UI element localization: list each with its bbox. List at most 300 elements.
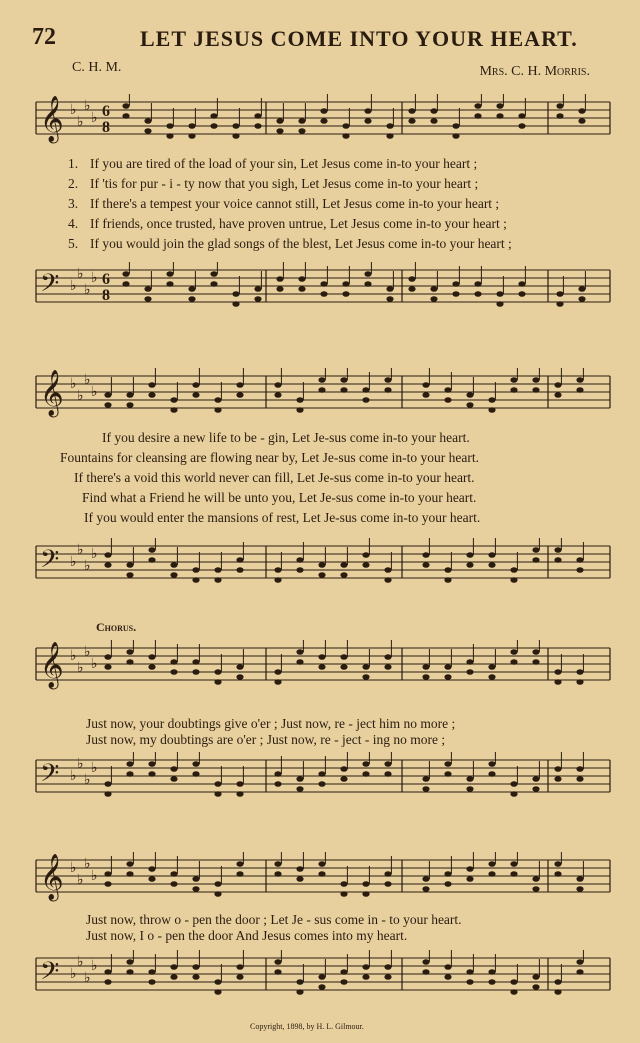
hymn-title: LET JESUS COME INTO YOUR HEART. [140,26,578,51]
note-head [274,861,281,867]
verse-number: 2. [68,176,79,191]
note-head [488,979,495,985]
note-head [444,674,451,680]
note-head [452,133,459,139]
note-head [362,881,369,887]
note-head [104,654,111,660]
note-head [488,562,495,568]
note-head [510,979,517,985]
note-head [192,659,199,665]
note-head [210,113,217,119]
flat-icon: ♭ [70,769,77,784]
note-head [466,659,473,665]
note-head [320,118,327,124]
bass-clef-icon: 𝄢 [40,759,60,794]
flat-icon: ♭ [70,103,77,118]
note-head [170,964,177,970]
note-head [274,669,281,675]
chorus-label: Chorus. [96,620,137,634]
flat-icon: ♭ [84,99,91,114]
note-head [144,296,151,302]
note-head [296,989,303,995]
treble-clef-icon: 𝄞 [40,96,64,142]
staff-lines [30,950,612,1010]
second-line-1: If you desire a new life to be - gin, Let Je-sus come in-to your heart. [102,430,470,445]
note-head [192,974,199,980]
note-head [510,577,517,583]
note-head [214,891,221,897]
note-head [254,286,261,292]
note-head [236,664,243,670]
note-head [296,557,303,563]
note-head [386,133,393,139]
note-head [188,133,195,139]
note-head [340,969,347,975]
note-head [170,659,177,665]
note-head [210,271,217,277]
note-head [510,871,517,877]
treble-clef-icon: 𝄞 [40,642,64,688]
note-head [532,876,539,882]
note-head [342,281,349,287]
verse-text: If 'tis for pur - i - ty now that you sigh, Let Jesus come in-to your heart ; [90,176,479,191]
note-head [576,959,583,965]
verse-lyrics [68,154,613,254]
note-head [232,301,239,307]
note-head [192,886,199,892]
note-head [422,674,429,680]
note-head [214,881,221,887]
note-head [170,407,177,413]
note-head [214,407,221,413]
note-head [422,562,429,568]
staff-lines [30,94,612,154]
note-head [318,654,325,660]
note-head [148,979,155,985]
note-head [362,974,369,980]
note-head [188,286,195,292]
note-head [340,881,347,887]
flat-icon: ♭ [77,389,84,404]
note-head [496,113,503,119]
bass-clef-icon: 𝄢 [40,545,60,580]
flat-icon: ♭ [84,645,91,660]
verse-line [68,214,613,234]
verse-line [68,154,613,174]
flat-icon: ♭ [77,955,84,970]
staff-lines [30,640,612,700]
note-head [422,776,429,782]
note-head [210,123,217,129]
note-head [452,291,459,297]
verse-line [68,234,613,254]
note-head [576,557,583,563]
note-head [148,382,155,388]
flat-icon: ♭ [70,279,77,294]
note-head [318,974,325,980]
flat-icon: ♭ [77,115,84,130]
note-head [466,562,473,568]
note-head [510,387,517,393]
note-head [532,387,539,393]
note-head [384,577,391,583]
note-head [532,974,539,980]
note-head [236,674,243,680]
note-head [104,871,111,877]
note-head [274,969,281,975]
note-head [236,392,243,398]
note-head [422,664,429,670]
verse-number: 1. [68,156,79,171]
note-head [192,876,199,882]
note-head [170,572,177,578]
note-head [474,103,481,109]
note-head [148,392,155,398]
note-head [236,964,243,970]
note-head [532,659,539,665]
note-head [386,286,393,292]
note-head [474,281,481,287]
note-head [488,761,495,767]
note-head [126,392,133,398]
note-head [444,761,451,767]
note-head [144,286,151,292]
note-head [510,567,517,573]
note-head [466,969,473,975]
note-head [408,286,415,292]
note-head [384,881,391,887]
note-head [576,387,583,393]
note-head [144,128,151,134]
note-head [320,281,327,287]
note-head [274,679,281,685]
note-head [148,654,155,660]
note-head [340,979,347,985]
note-head [488,674,495,680]
bass-clef-icon: 𝄢 [40,269,60,304]
note-head [488,397,495,403]
flat-icon: ♭ [70,377,77,392]
treble-clef-icon: 𝄞 [40,370,64,416]
note-head [104,969,111,975]
note-head [214,781,221,787]
note-head [488,552,495,558]
note-head [274,959,281,965]
flat-icon: ♭ [91,869,98,884]
note-head [214,679,221,685]
verse-text: If you would join the glad songs of the blest, Let Jesus come in-to your heart ; [90,236,512,251]
note-head [126,771,133,777]
note-head [274,577,281,583]
note-head [556,301,563,307]
note-head [254,123,261,129]
note-head [318,984,325,990]
note-head [362,761,369,767]
note-head [444,397,451,403]
staff-treble-3 [30,640,612,700]
note-head [444,387,451,393]
flat-icon: ♭ [84,971,91,986]
note-head [126,572,133,578]
note-head [554,871,561,877]
note-head [466,552,473,558]
note-head [532,557,539,563]
note-head [488,771,495,777]
note-head [214,791,221,797]
note-head [384,761,391,767]
note-head [274,567,281,573]
flat-icon: ♭ [84,857,91,872]
note-head [296,979,303,985]
note-head [214,397,221,403]
note-head [320,291,327,297]
flat-icon: ♭ [77,873,84,888]
note-head [296,866,303,872]
note-head [384,964,391,970]
note-head [408,276,415,282]
note-head [362,674,369,680]
note-head [578,296,585,302]
verse-text: If you are tired of the load of your sin, Let Jesus come in-to your heart ; [90,156,478,171]
note-head [430,108,437,114]
staff-lines [30,538,612,598]
note-head [556,103,563,109]
note-head [170,776,177,782]
verse-text: If there's a tempest your voice cannot still, Let Jesus come in-to your heart ; [90,196,500,211]
note-head [444,577,451,583]
note-head [466,786,473,792]
note-head [276,128,283,134]
note-head [170,669,177,675]
note-head [554,547,561,553]
note-head [340,664,347,670]
note-head [296,397,303,403]
note-head [166,133,173,139]
staff-bass-4 [30,950,612,1010]
verse-line [68,194,613,214]
flat-icon: ♭ [84,283,91,298]
note-head [148,761,155,767]
flat-icon: ♭ [91,111,98,126]
note-head [298,286,305,292]
note-head [444,567,451,573]
flat-icon: ♭ [77,661,84,676]
note-head [554,861,561,867]
note-head [318,664,325,670]
note-head [126,402,133,408]
note-head [340,572,347,578]
note-head [474,291,481,297]
note-head [466,876,473,882]
note-head [340,562,347,568]
note-head [126,959,133,965]
treble-clef-icon: 𝄞 [40,854,64,900]
note-head [422,959,429,965]
note-head [236,567,243,573]
note-head [518,291,525,297]
note-head [318,377,325,383]
note-head [466,669,473,675]
note-head [342,133,349,139]
staff-treble-1 [30,94,612,154]
note-head [126,871,133,877]
note-head [148,557,155,563]
note-head [296,659,303,665]
chorus-line-b2: Just now, I o - pen the door And Jesus comes into my heart. [86,928,408,943]
note-head [276,286,283,292]
note-head [384,974,391,980]
note-head [126,649,133,655]
note-head [126,969,133,975]
note-head [554,989,561,995]
note-head [422,392,429,398]
note-head [214,577,221,583]
note-head [576,876,583,882]
note-head [298,276,305,282]
verse-text: If friends, once trusted, have proven untrue, Let Jesus come in-to your heart ; [90,216,507,231]
note-head [104,881,111,887]
note-head [384,654,391,660]
note-head [422,969,429,975]
note-head [148,547,155,553]
flat-icon: ♭ [84,373,91,388]
note-head [532,776,539,782]
note-head [276,118,283,124]
staff-bass-2 [30,538,612,598]
second-line-5: If you would enter the mansions of rest, Let Je-sus come in-to your heart. [84,510,481,525]
note-head [532,786,539,792]
note-head [554,382,561,388]
flat-icon: ♭ [91,959,98,974]
note-head [126,761,133,767]
note-head [318,387,325,393]
note-head [554,766,561,772]
note-head [466,776,473,782]
note-head [254,113,261,119]
note-head [532,547,539,553]
note-head [214,989,221,995]
note-head [430,118,437,124]
note-head [576,776,583,782]
author-credit: Mrs. C. H. Morris. [479,64,590,79]
note-head [496,301,503,307]
note-head [422,876,429,882]
note-head [364,281,371,287]
note-head [232,291,239,297]
note-head [232,133,239,139]
note-head [444,771,451,777]
note-head [466,866,473,872]
verse-number: 4. [68,216,79,231]
staff-bass-1 [30,262,612,322]
note-head [274,781,281,787]
note-head [192,392,199,398]
copyright: Copyright, 1898, by H. L. Gilmour. [250,1022,364,1031]
note-head [122,281,129,287]
note-head [170,397,177,403]
note-head [214,979,221,985]
note-head [170,881,177,887]
time-signature-digit: 6 [102,271,110,288]
note-head [126,659,133,665]
note-head [148,771,155,777]
note-head [554,979,561,985]
note-head [362,552,369,558]
note-head [188,123,195,129]
note-head [340,654,347,660]
note-head [576,766,583,772]
note-head [298,128,305,134]
chorus-line-b1: Just now, throw o - pen the door ; Let Je - sus come in - to your heart. [86,912,462,927]
note-head [510,649,517,655]
flat-icon: ♭ [84,773,91,788]
second-line-3: If there's a void this world never can fill, Let Je-sus come in-to your heart. [74,470,475,485]
note-head [236,382,243,388]
note-head [104,392,111,398]
staff-lines [30,852,612,912]
note-head [554,392,561,398]
note-head [122,271,129,277]
note-head [254,296,261,302]
note-head [192,669,199,675]
note-head [318,562,325,568]
note-head [532,649,539,655]
note-head [342,291,349,297]
note-head [576,567,583,573]
note-head [104,781,111,787]
note-head [104,791,111,797]
staff-bass-3 [30,752,612,812]
note-head [510,861,517,867]
note-head [510,989,517,995]
note-head [466,402,473,408]
note-head [430,296,437,302]
note-head [444,881,451,887]
note-head [554,679,561,685]
flat-icon: ♭ [91,761,98,776]
note-head [444,974,451,980]
note-head [466,979,473,985]
note-head [578,286,585,292]
staff-lines [30,262,612,322]
note-head [362,664,369,670]
note-head [236,861,243,867]
note-head [510,659,517,665]
note-head [384,377,391,383]
note-head [126,562,133,568]
note-head [318,572,325,578]
time-signature-digit: 6 [102,103,110,120]
note-head [576,377,583,383]
note-head [576,669,583,675]
note-head [362,387,369,393]
note-head [170,766,177,772]
note-head [170,562,177,568]
chorus-line-a2: Just now, my doubtings are o'er ; Just now, re - ject - ing no more ; [86,732,446,747]
flat-icon: ♭ [77,757,84,772]
note-head [362,771,369,777]
note-head [386,123,393,129]
note-head [340,377,347,383]
note-head [320,108,327,114]
note-head [126,861,133,867]
note-head [166,281,173,287]
note-head [274,871,281,877]
note-head [340,766,347,772]
note-head [296,876,303,882]
note-head [148,866,155,872]
note-head [554,776,561,782]
